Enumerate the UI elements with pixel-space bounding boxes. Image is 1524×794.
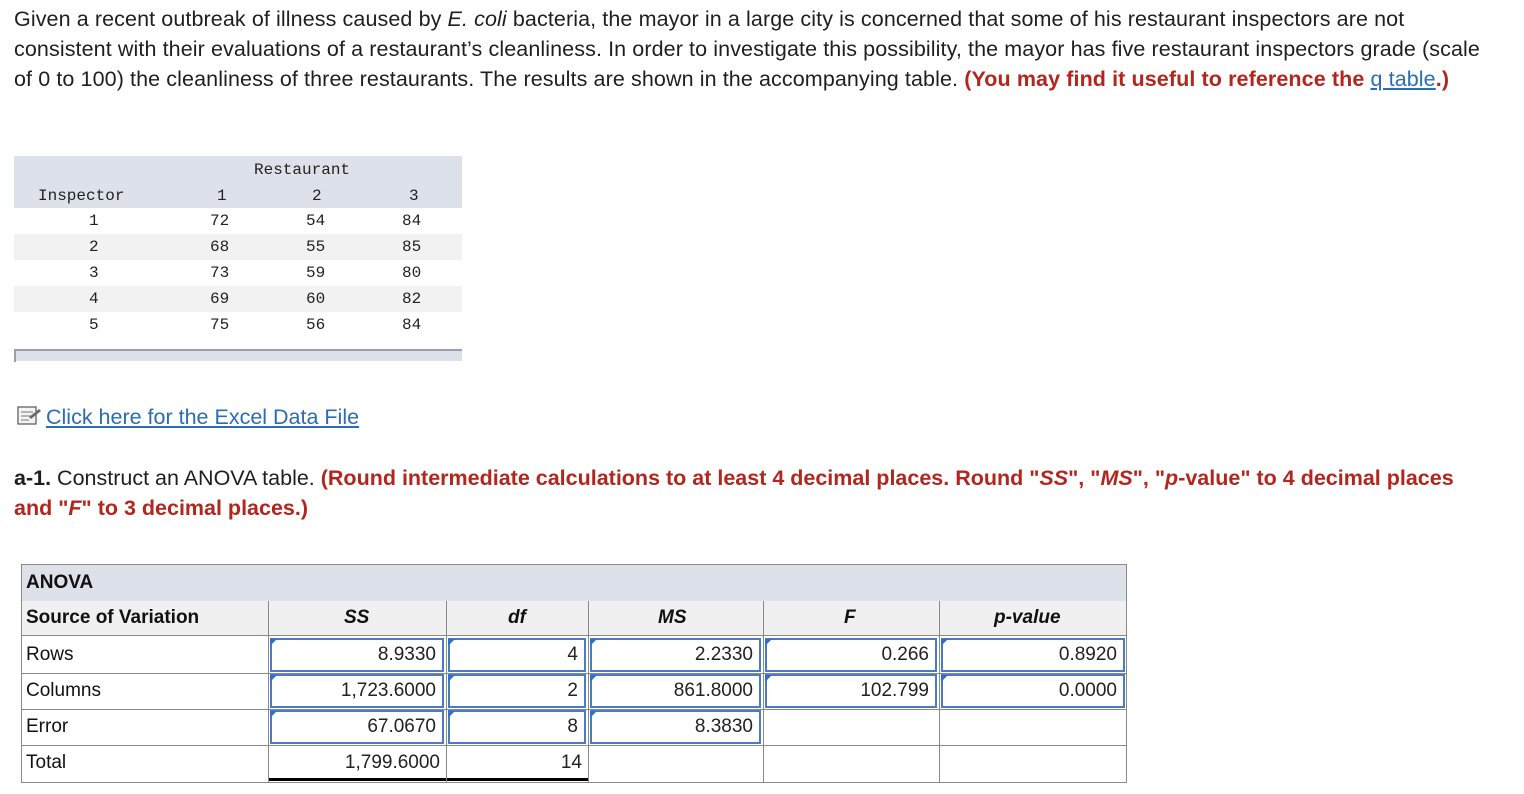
intro-italic: E. coli [447, 7, 507, 31]
hint [964, 67, 1449, 91]
score: 84 [402, 316, 422, 334]
answer-flag-icon [590, 639, 597, 646]
instr-ss: SS [1039, 466, 1069, 490]
source-columns: Columns [26, 680, 101, 701]
f-rows-input[interactable]: 0.266 [765, 638, 937, 672]
instr-part: -value" to 4 decimal places and " [14, 466, 1454, 520]
header-source: Source of Variation [26, 607, 200, 628]
ms-rows-input[interactable]: 2.2330 [590, 638, 761, 672]
score: 73 [210, 264, 230, 282]
df-columns-input[interactable]: 2 [448, 674, 586, 708]
inspector-id: 1 [89, 212, 99, 230]
answer-flag-icon [448, 639, 455, 646]
q-table-link[interactable]: q table [1370, 67, 1436, 91]
instr-part: ", " [1132, 466, 1166, 490]
score: 56 [306, 316, 326, 334]
df-error-input[interactable]: 8 [448, 710, 586, 744]
answer-flag-icon [765, 675, 772, 682]
score: 75 [210, 316, 230, 334]
inspector-id: 5 [89, 316, 99, 334]
row-band [14, 234, 462, 260]
header-p-value: p-value [994, 607, 1061, 628]
intro-text-2: bacteria, the mayor in a large city is concerned that some of his restaurant inspectors are not consistent with their evaluations of a restaurant’s cleanliness. In order to investigate this possibility, the mayor has five restaurant inspectors grade (scale of 0 to 100) the cleanliness of three restaurants. The results are shown in the accompanying table. [14, 7, 1480, 91]
grid-line [939, 601, 940, 782]
answer-flag-icon [590, 675, 597, 682]
header-ss: SS [344, 607, 370, 628]
answer-flag-icon [448, 711, 455, 718]
df-rows-input[interactable]: 4 [448, 638, 586, 672]
score: 55 [306, 238, 326, 256]
anova-table [21, 564, 1127, 783]
excel-file-icon [16, 405, 42, 435]
source-error: Error [26, 716, 69, 737]
score: 69 [210, 290, 230, 308]
col-header-1: 1 [217, 187, 227, 205]
total-underline [269, 778, 446, 781]
excel-data-link[interactable]: Click here for the Excel Data File [46, 405, 360, 429]
question-label: a-1. [14, 466, 52, 490]
table-scrollbar[interactable] [14, 349, 462, 361]
hint-open: (You may find it useful to reference the [964, 67, 1371, 91]
score: 80 [402, 264, 422, 282]
instr-part: " to 3 decimal places.) [81, 496, 309, 520]
header-f: F [844, 607, 856, 628]
total-underline [447, 778, 588, 781]
instr-part: (Round intermediate calculations to at least 4 decimal places. Round " [320, 466, 1040, 490]
answer-flag-icon [270, 675, 277, 682]
hint-close: .) [1435, 67, 1450, 91]
f-columns-input[interactable]: 102.799 [765, 674, 937, 708]
ss-total: 1,799.6000 [344, 752, 440, 773]
answer-flag-icon [941, 639, 948, 646]
source-total: Total [26, 752, 67, 773]
table-scrollbar-edge [14, 349, 16, 362]
inspector-id: 4 [89, 290, 99, 308]
question-a1 [14, 463, 1494, 523]
instr-f: F [68, 496, 82, 520]
score: 84 [402, 212, 422, 230]
score: 68 [210, 238, 230, 256]
instr-p: p [1165, 466, 1179, 490]
problem-statement [14, 4, 1504, 94]
ms-error-input[interactable]: 8.3830 [590, 710, 761, 744]
restaurant-group-header: Restaurant [254, 161, 351, 179]
score: 72 [210, 212, 230, 230]
excel-data-link-row[interactable] [16, 402, 359, 435]
score: 85 [402, 238, 422, 256]
restaurant-data-table [14, 156, 462, 362]
score: 60 [306, 290, 326, 308]
anova-title-bar [22, 565, 1126, 602]
ss-columns-input[interactable]: 1,723.6000 [270, 674, 444, 708]
score: 59 [306, 264, 326, 282]
p-columns-input[interactable]: 0.0000 [941, 674, 1125, 708]
answer-flag-icon [765, 639, 772, 646]
col-header-3: 3 [409, 187, 419, 205]
row-band [14, 286, 462, 312]
question-text: Construct an ANOVA table. [51, 466, 321, 490]
inspector-header: Inspector [38, 187, 125, 205]
header-df: df [508, 607, 526, 628]
source-rows: Rows [26, 644, 74, 665]
answer-flag-icon [590, 711, 597, 718]
inspector-id: 3 [89, 264, 99, 282]
score: 82 [402, 290, 422, 308]
df-total: 14 [560, 752, 582, 773]
score: 54 [306, 212, 326, 230]
instr-part: ", " [1068, 466, 1101, 490]
inspector-id: 2 [89, 238, 99, 256]
anova-title: ANOVA [26, 572, 94, 593]
grid-line [763, 601, 764, 782]
ms-columns-input[interactable]: 861.8000 [590, 674, 761, 708]
intro-text-1: Given a recent outbreak of illness caused by [14, 7, 448, 31]
grid-line [588, 601, 589, 782]
answer-flag-icon [270, 711, 277, 718]
answer-flag-icon [448, 675, 455, 682]
answer-flag-icon [941, 675, 948, 682]
col-header-2: 2 [312, 187, 322, 205]
ss-rows-input[interactable]: 8.9330 [270, 638, 444, 672]
p-rows-input[interactable]: 0.8920 [941, 638, 1125, 672]
instr-ms: MS [1100, 466, 1133, 490]
answer-flag-icon [270, 639, 277, 646]
header-ms: MS [658, 607, 687, 628]
ss-error-input[interactable]: 67.0670 [270, 710, 444, 744]
